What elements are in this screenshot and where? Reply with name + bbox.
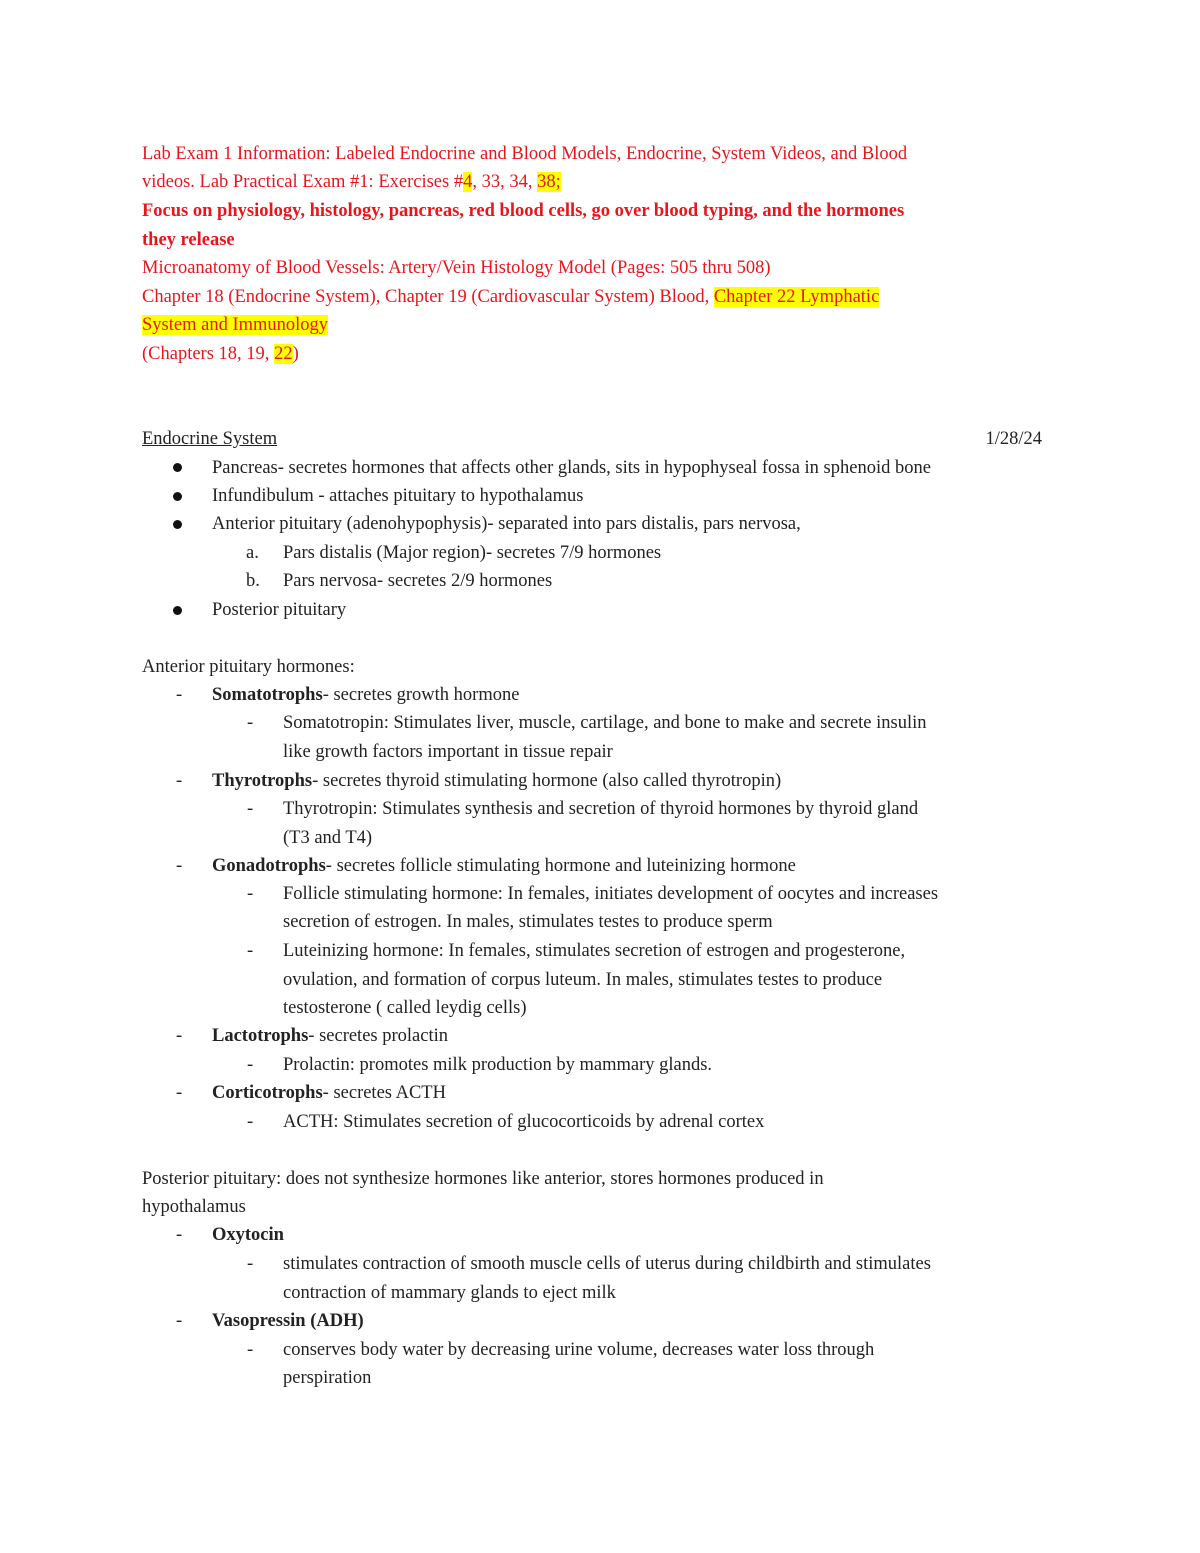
list-item-somatotrophs (212, 681, 519, 709)
exam-info-line-1 (142, 140, 907, 168)
dash-marker: - (176, 1083, 183, 1103)
bullet-item-pancreas: Pancreas- secretes hormones that affects other glands, sits in hypophyseal fossa in sphenoid bone (212, 458, 931, 478)
bullet-item-anterior: Anterior pituitary (adenohypophysis)- separated into pars distalis, pars nervosa, (212, 514, 801, 534)
sub-marker-b: b. (246, 571, 260, 591)
dash-marker: - (176, 1311, 183, 1331)
desc-thyrotrophs: - secretes thyroid stimulating hormone (also called thyrotropin) (312, 771, 782, 791)
sub-item-pars-nervosa: Pars nervosa- secretes 2/9 hormones (283, 571, 553, 591)
chapters-text: Chapter 18 (Endocrine System), Chapter 19 (Cardiovascular System) Blood, (142, 287, 714, 307)
dash-marker: - (247, 799, 254, 819)
focus-text-2: they release (142, 230, 235, 250)
focus-text: Focus on physiology, histology, pancreas, red blood cells, go over blood typing, and the hormones (142, 201, 905, 221)
sub-marker-a: a. (246, 543, 259, 563)
term-oxytocin: Oxytocin (212, 1225, 284, 1245)
dash-marker: - (247, 1112, 254, 1132)
highlight-22: 22 (274, 344, 293, 364)
dash-marker: - (176, 856, 183, 876)
detail-lh-3: testosterone ( called leydig cells) (283, 998, 527, 1018)
list-item-oxytocin (212, 1221, 284, 1249)
section-title-endocrine: Endocrine System (142, 429, 278, 449)
microanatomy-line (142, 254, 771, 282)
dash-marker: - (247, 713, 254, 733)
chapters-list-text: (Chapters 18, 19, (142, 344, 275, 364)
detail-fsh-1: Follicle stimulating hormone: In females, initiates development of oocytes and increases (283, 884, 939, 904)
microanatomy-text: Microanatomy of Blood Vessels: Artery/Vein Histology Model (Pages: 505 thru 508) (142, 258, 771, 278)
focus-line-1 (142, 197, 904, 225)
detail-thyrotropin-1: Thyrotropin: Stimulates synthesis and secretion of thyroid hormones by thyroid gland (283, 799, 919, 819)
dash-marker: - (247, 941, 254, 961)
detail-vasopressin-1: conserves body water by decreasing urine volume, decreases water loss through (283, 1340, 875, 1360)
term-vasopressin: Vasopressin (ADH) (212, 1311, 364, 1331)
dash-marker: - (176, 685, 183, 705)
detail-fsh-2: secretion of estrogen. In males, stimulates testes to produce sperm (283, 912, 773, 932)
term-lactotrophs: Lactotrophs (212, 1026, 309, 1046)
detail-thyrotropin-2: (T3 and T4) (283, 828, 373, 848)
exercises-text: videos. Lab Practical Exam #1: Exercises # (142, 172, 464, 192)
desc-gonadotrophs: - secretes follicle stimulating hormone and luteinizing hormone (325, 856, 796, 876)
highlight-chapter-22: Chapter 22 Lymphatic (713, 287, 880, 307)
dash-marker: - (247, 1055, 254, 1075)
focus-line-2 (142, 226, 235, 254)
desc-corticotrophs: - secretes ACTH (322, 1083, 446, 1103)
bullet-icon (173, 520, 182, 529)
anterior-heading: Anterior pituitary hormones: (142, 657, 355, 677)
dash-marker: - (176, 1225, 183, 1245)
dash-marker: - (247, 884, 254, 904)
list-item-thyrotrophs (212, 767, 781, 795)
dash-marker: - (247, 1254, 254, 1274)
posterior-heading-2: hypothalamus (142, 1197, 246, 1217)
desc-somatotrophs: - secretes growth hormone (322, 685, 520, 705)
term-corticotrophs: Corticotrophs (212, 1083, 323, 1103)
list-item-corticotrophs (212, 1079, 446, 1107)
exam-info-line-2 (142, 168, 561, 196)
highlight-exercise-4: 4 (463, 172, 473, 192)
dash-marker: - (176, 771, 183, 791)
detail-oxytocin-1: stimulates contraction of smooth muscle cells of uterus during childbirth and stimulates (283, 1254, 931, 1274)
section-date: 1/28/24 (985, 429, 1042, 449)
detail-somatotropin-2: like growth factors important in tissue repair (283, 742, 613, 762)
chapters-line-1 (142, 283, 879, 311)
detail-lh-2: ovulation, and formation of corpus luteum. In males, stimulates testes to produce (283, 970, 883, 990)
bullet-icon (173, 606, 182, 615)
posterior-heading-1: Posterior pituitary: does not synthesize hormones like anterior, stores hormones produced in (142, 1169, 824, 1189)
detail-oxytocin-2: contraction of mammary glands to eject milk (283, 1283, 616, 1303)
bullet-item-posterior: Posterior pituitary (212, 600, 347, 620)
list-item-vasopressin (212, 1307, 364, 1335)
detail-prolactin: Prolactin: promotes milk production by mammary glands. (283, 1055, 713, 1075)
exercises-text-2: , 33, 34, (472, 172, 538, 192)
detail-lh-1: Luteinizing hormone: In females, stimulates secretion of estrogen and progesterone, (283, 941, 906, 961)
detail-acth: ACTH: Stimulates secretion of glucocorticoids by adrenal cortex (283, 1112, 765, 1132)
detail-vasopressin-2: perspiration (283, 1368, 372, 1388)
sub-item-pars-distalis: Pars distalis (Major region)- secretes 7/9 hormones (283, 543, 662, 563)
detail-somatotropin-1: Somatotropin: Stimulates liver, muscle, cartilage, and bone to make and secrete insulin (283, 713, 927, 733)
dash-marker: - (247, 1340, 254, 1360)
highlight-exercise-38: 38; (537, 172, 561, 192)
list-item-gonadotrophs (212, 852, 796, 880)
bullet-icon (173, 463, 182, 472)
highlight-lymphatic: System and Immunology (142, 315, 329, 335)
desc-lactotrophs: - secretes prolactin (308, 1026, 448, 1046)
chapters-list-close: ) (292, 344, 299, 364)
term-somatotrophs: Somatotrophs (212, 685, 323, 705)
bullet-icon (173, 492, 182, 501)
dash-marker: - (176, 1026, 183, 1046)
chapters-list-line (142, 340, 299, 368)
term-gonadotrophs: Gonadotrophs (212, 856, 326, 876)
chapters-line-2 (142, 311, 328, 339)
bullet-item-infundibulum: Infundibulum - attaches pituitary to hypothalamus (212, 486, 584, 506)
exam-info-text: Lab Exam 1 Information: Labeled Endocrine and Blood Models, Endocrine, System Videos, and Blood (142, 144, 908, 164)
term-thyrotrophs: Thyrotrophs (212, 771, 313, 791)
list-item-lactotrophs (212, 1022, 448, 1050)
